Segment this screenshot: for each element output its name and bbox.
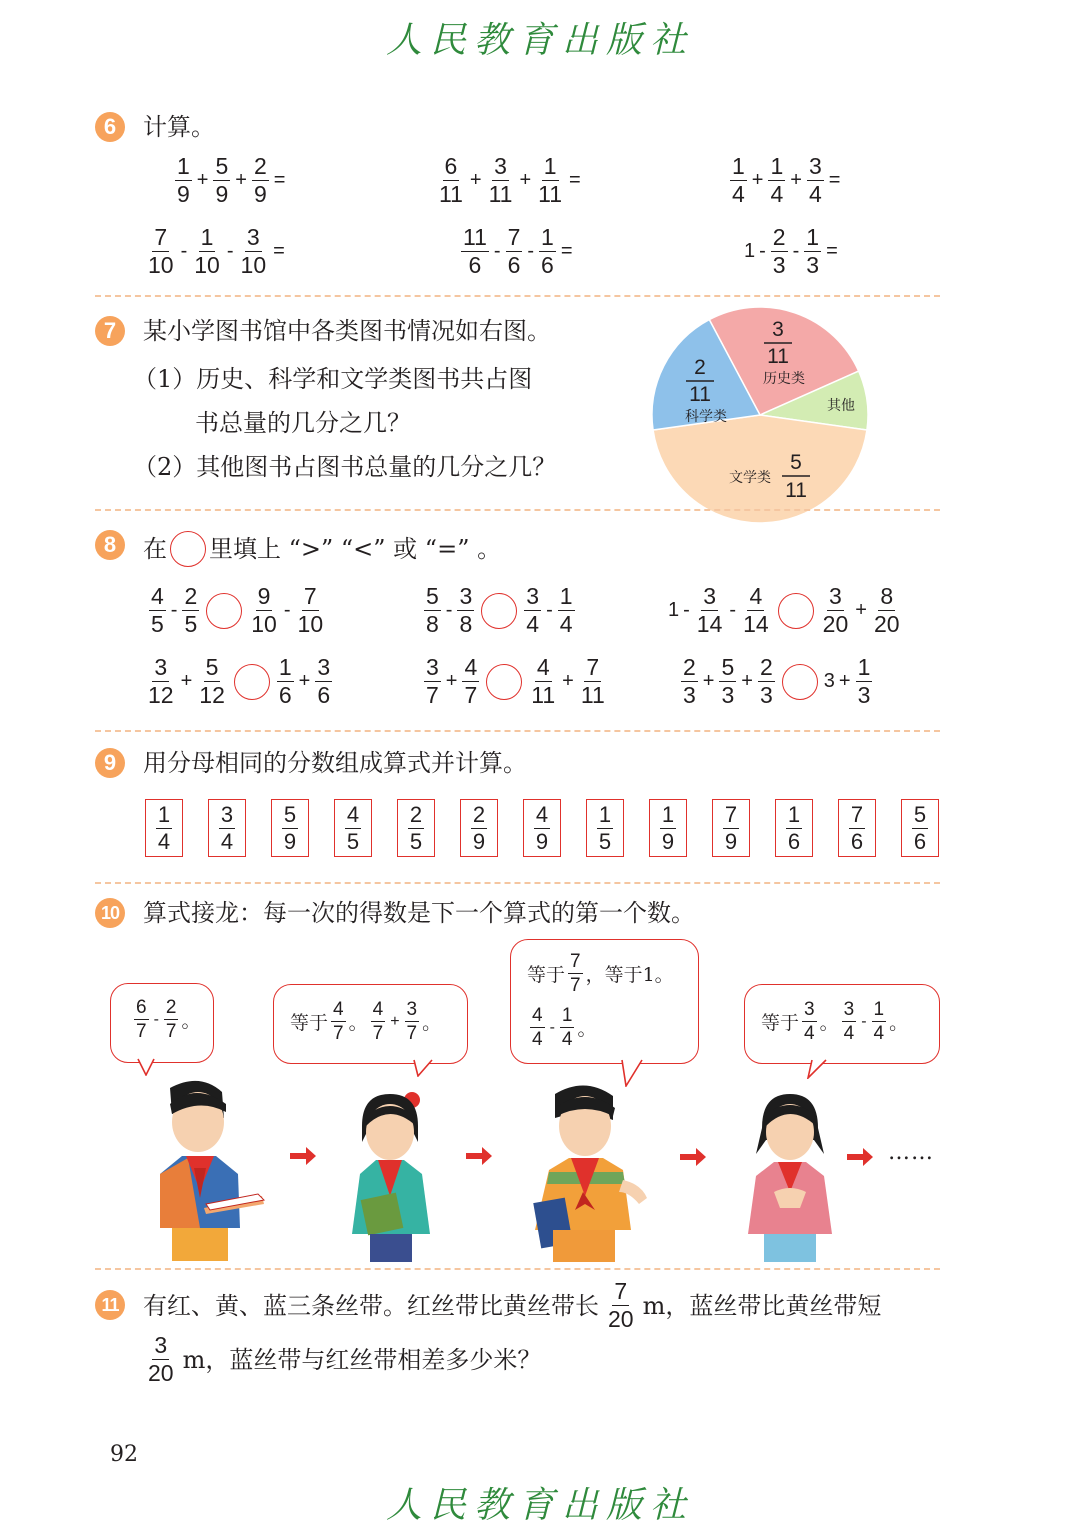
arrow-right-icon	[847, 1148, 873, 1166]
fraction: $\frac{2}{5}$	[409, 801, 423, 854]
fraction: $\frac{7}{6}$	[850, 801, 864, 854]
fraction-card[interactable]	[145, 799, 183, 857]
question-7-sub1-cont: 书总量的几分之几？	[195, 409, 411, 437]
ellipsis: ……	[888, 1140, 934, 1165]
question-number-9: 9	[95, 748, 125, 778]
fraction: $\frac{2}{3}$	[772, 224, 786, 278]
operator: -	[683, 599, 690, 621]
divider	[95, 882, 940, 884]
fraction-card[interactable]	[460, 799, 498, 857]
q11-text-1: 有红、黄、蓝三条丝带。红丝带比黄丝带长	[143, 1291, 599, 1320]
operator: +	[741, 670, 753, 692]
equals-sign: =	[569, 169, 581, 191]
compare-blank-circle[interactable]	[234, 664, 270, 700]
operator: -	[226, 240, 234, 262]
divider	[95, 509, 940, 511]
operator: -	[527, 240, 535, 262]
pie-chart	[650, 300, 890, 540]
blank-circle-sample	[170, 531, 206, 567]
girl-holding-book-illustration	[340, 1086, 440, 1264]
fraction: $\frac{7}{9}$	[724, 801, 738, 854]
operator: +	[838, 670, 851, 692]
pie-history-numerator: 3	[772, 318, 784, 341]
divider	[95, 1268, 940, 1270]
operator: -	[283, 599, 291, 621]
equals-sign: =	[273, 240, 285, 262]
fraction: $\frac{3}{12}$	[148, 654, 174, 708]
whole-number: 3	[823, 670, 835, 692]
operator: +	[235, 169, 247, 191]
pie-slice-literature	[653, 415, 867, 523]
fraction: $\frac{3}{4}$	[526, 583, 540, 637]
fraction-card[interactable]	[649, 799, 687, 857]
fraction: $\frac{3}{7}$	[426, 654, 439, 708]
pie-science-label: 科学类	[685, 409, 727, 425]
operator: -	[792, 240, 800, 262]
question-9-title: 用分母相同的分数组成算式并计算。	[143, 749, 527, 777]
fraction: $\frac{1}{10}$	[194, 224, 220, 278]
fraction: $\frac{5}{9}$	[283, 801, 297, 854]
compare-blank-circle[interactable]	[778, 593, 814, 629]
question-number-11: 11	[95, 1290, 125, 1320]
q11-text-3: m，蓝丝带与红丝带相差多少米？	[182, 1345, 542, 1374]
operator: -	[180, 240, 188, 262]
fraction: $\frac{1}{9}$	[177, 153, 190, 207]
fraction: $\frac{5}{8}$	[426, 583, 439, 637]
divider	[95, 730, 940, 732]
equals-sign: =	[273, 169, 286, 191]
page-number: 92	[110, 1442, 138, 1467]
publisher-footer: 人民教育出版社	[385, 1485, 694, 1526]
operator: +	[445, 670, 458, 692]
publisher-header: 人民教育出版社	[385, 20, 694, 61]
operator: -	[729, 599, 737, 621]
whole-number: 1	[744, 240, 756, 262]
fraction: $\frac{7}{11}$	[580, 654, 605, 708]
compare-blank-circle[interactable]	[481, 593, 517, 629]
fraction-cards	[145, 799, 945, 859]
operator: +	[855, 599, 867, 621]
fraction: $\frac{3}{10}$	[240, 224, 267, 278]
fraction: $\frac{7}{6}$	[507, 224, 521, 278]
fraction: $\frac{3}{8}$	[459, 583, 473, 637]
fraction: $\frac{4}{14}$	[743, 583, 769, 637]
operator: +	[469, 169, 482, 191]
question-10-title: 算式接龙：每一次的得数是下一个算式的第一个数。	[143, 899, 695, 927]
question-7-title: 某小学图书馆中各类图书情况如右图。	[143, 317, 551, 345]
question-number-7: 7	[95, 316, 125, 346]
fraction: $\frac{1}{4}$	[770, 153, 784, 207]
fraction: $\frac{3}{14}$	[696, 583, 723, 637]
fraction: $\frac{9}{10}$	[251, 583, 277, 637]
fraction: $\frac{5}{6}$	[913, 801, 927, 854]
operator: +	[180, 670, 193, 692]
operator: -	[546, 599, 553, 621]
fraction: $\frac{2}{9}$	[472, 801, 486, 854]
pie-literature-numerator: 5	[790, 451, 802, 474]
fraction-card[interactable]	[397, 799, 435, 857]
fraction-card[interactable]	[838, 799, 876, 857]
divider	[95, 295, 940, 297]
question-number-8: 8	[95, 530, 125, 560]
equals-sign: =	[828, 169, 841, 191]
q8-item-4	[421, 656, 610, 707]
question-8-title	[143, 531, 501, 567]
fraction: $\frac{4}{5}$	[346, 801, 360, 854]
fraction: $\frac{1}{4}$	[559, 583, 573, 637]
fraction: $\frac{3}{20}$	[822, 583, 849, 637]
question-11-line1: 有红、黄、蓝三条丝带。红丝带比黄丝带长 $\frac{7}{20}$ m，蓝丝带比黄丝带短	[143, 1278, 882, 1332]
fraction: $\frac{3}{4}$	[220, 801, 234, 854]
question-11-line2: $\frac{3}{20}$ m，蓝丝带与红丝带相差多少米？	[148, 1332, 542, 1386]
fraction: $\frac{1}{3}$	[806, 224, 820, 278]
b1-frac-b: $\frac{2}{7}$	[165, 997, 177, 1042]
speech-bubble-1: $\frac{6}{7}$ - $\frac{2}{7}$ 。	[110, 983, 214, 1063]
question-8-post: 里填上 “>” “<” 或 “=” 。	[209, 535, 502, 563]
q8-item-1	[421, 585, 578, 636]
fraction-card[interactable]	[901, 799, 939, 857]
operator: +	[519, 169, 532, 191]
arrow-right-icon	[290, 1147, 316, 1165]
pie-literature-label: 文学类	[729, 470, 771, 486]
whole-number: 1	[668, 599, 680, 621]
question-7-sub2: （2）其他图书占图书总量的几分之几？	[133, 453, 557, 481]
pie-science-denominator: 11	[689, 383, 711, 406]
fraction: $\frac{1}{6}$	[278, 654, 292, 708]
question-7-sub1: （1）历史、科学和文学类图书共占图	[133, 365, 533, 393]
speech-bubble-4: 等于 $\frac{3}{4}$ 。 $\frac{3}{4}$ - $\frac{1}{4}$ 。	[744, 984, 940, 1064]
q11-text-2: m，蓝丝带比黄丝带短	[642, 1291, 882, 1320]
fraction: $\frac{2}{5}$	[184, 583, 198, 637]
fraction: $\frac{2}{3}$	[683, 654, 696, 708]
q6-expr-r1-c1	[458, 226, 575, 277]
operator: +	[196, 169, 209, 191]
equals-sign: =	[826, 240, 838, 262]
fraction: $\frac{11}{6}$	[463, 224, 487, 278]
fraction: $\frac{1}{4}$	[732, 153, 745, 207]
speech-bubble-2: 等于 $\frac{4}{7}$ 。 $\frac{4}{7}$ + $\frac{3}{7}$ 。	[273, 984, 468, 1064]
arrow-right-icon	[680, 1148, 706, 1166]
operator: +	[562, 670, 574, 692]
fraction: $\frac{1}{4}$	[157, 801, 171, 854]
fraction: $\frac{6}{11}$	[439, 153, 463, 207]
compare-blank-circle[interactable]	[486, 664, 522, 700]
fraction: $\frac{5}{12}$	[199, 654, 225, 708]
fraction: $\frac{1}{6}$	[787, 801, 801, 854]
pie-literature-denominator: 11	[785, 479, 807, 502]
speech-bubble-3: 等于 $\frac{7}{7}$ ，等于1。 $\frac{4}{4}$ - $\frac{1}{4}$ 。	[510, 939, 699, 1064]
operator: -	[445, 599, 453, 621]
boy-reading-book-illustration	[130, 1078, 270, 1263]
question-number-10: 10	[95, 898, 125, 928]
fraction: $\frac{7}{10}$	[148, 224, 174, 278]
operator: -	[493, 240, 501, 262]
girl-illustration	[740, 1088, 840, 1264]
question-number-6: 6	[95, 112, 125, 142]
fraction-card[interactable]	[208, 799, 246, 857]
fraction: $\frac{4}{7}$	[464, 654, 478, 708]
arrow-right-icon	[466, 1147, 492, 1165]
bubble-4-tail	[804, 1059, 828, 1079]
question-6-title: 计算。	[143, 113, 215, 141]
fraction: $\frac{4}{5}$	[151, 583, 164, 637]
q6-expr-r1-c2	[742, 226, 840, 277]
pie-history-label: 历史类	[763, 371, 805, 387]
fraction-card[interactable]	[523, 799, 561, 857]
fraction: $\frac{2}{3}$	[759, 654, 773, 708]
q6-expr-r0-c2	[727, 155, 842, 206]
pie-history-denominator: 11	[767, 345, 789, 368]
q8-item-3	[143, 656, 335, 707]
bubble-2-tail	[412, 1059, 434, 1077]
pie-science-numerator: 2	[694, 356, 706, 379]
fraction: $\frac{2}{9}$	[253, 153, 267, 207]
fraction: $\frac{1}{5}$	[598, 801, 612, 854]
fraction-card[interactable]	[712, 799, 750, 857]
q8-item-0	[146, 585, 328, 636]
fraction: $\frac{4}{9}$	[535, 801, 549, 854]
fraction: $\frac{5}{9}$	[215, 153, 229, 207]
compare-blank-circle[interactable]	[206, 593, 242, 629]
operator: +	[702, 670, 715, 692]
operator: +	[298, 670, 311, 692]
fraction-card[interactable]	[586, 799, 624, 857]
fraction: $\frac{1}{6}$	[541, 224, 554, 278]
operator: -	[759, 240, 766, 262]
fraction: $\frac{3}{6}$	[317, 654, 331, 708]
operator: +	[751, 169, 764, 191]
fraction: $\frac{8}{20}$	[873, 583, 900, 637]
pie-other-label: 其他	[827, 398, 855, 414]
boy-with-book-illustration	[515, 1080, 655, 1264]
fraction: $\frac{5}{3}$	[721, 654, 735, 708]
equals-sign: =	[560, 240, 573, 262]
operator: +	[790, 169, 802, 191]
fraction: $\frac{4}{11}$	[531, 654, 556, 708]
q8-item-5	[678, 656, 875, 707]
operator: -	[170, 599, 178, 621]
fraction-card[interactable]	[775, 799, 813, 857]
fraction: $\frac{1}{11}$	[538, 153, 563, 207]
fraction: $\frac{7}{10}$	[297, 583, 324, 637]
compare-blank-circle[interactable]	[782, 664, 818, 700]
fraction-card[interactable]	[271, 799, 309, 857]
fraction: $\frac{3}{11}$	[488, 153, 513, 207]
question-8-pre: 在	[143, 535, 167, 563]
fraction: $\frac{1}{3}$	[857, 654, 871, 708]
q8-item-2	[666, 585, 905, 636]
fraction: $\frac{3}{4}$	[808, 153, 822, 207]
fraction: $\frac{1}{9}$	[661, 801, 675, 854]
b1-frac-a: $\frac{6}{7}$	[136, 997, 147, 1042]
q6-expr-r0-c0	[172, 155, 287, 206]
q6-expr-r0-c1	[434, 155, 583, 206]
bubble-1-tail	[136, 1058, 156, 1076]
q6-expr-r1-c0	[143, 226, 287, 277]
fraction-card[interactable]	[334, 799, 372, 857]
